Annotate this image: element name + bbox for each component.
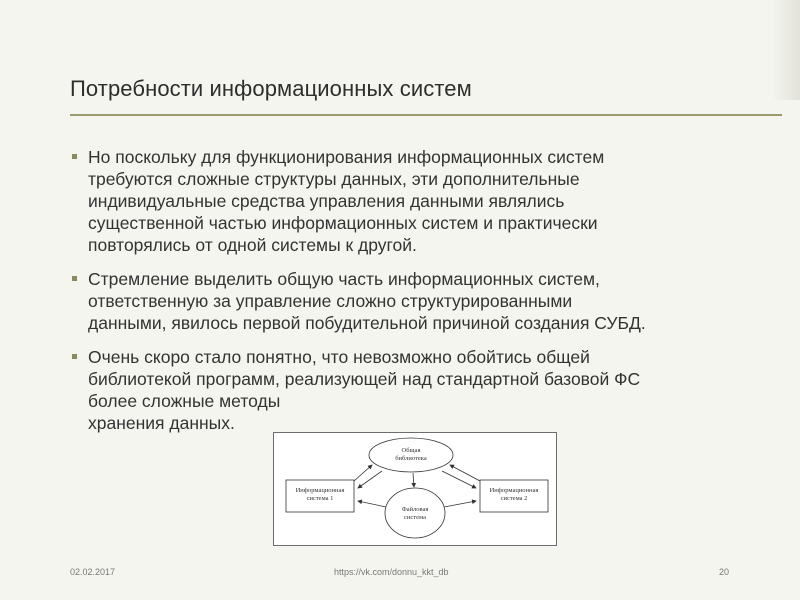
footer-url[interactable]: https://vk.com/donnu_kkt_db	[334, 567, 449, 577]
bullet-line: Стремление выделить общую часть информационных систем,	[88, 269, 600, 289]
bullet-square-icon	[72, 354, 77, 359]
bullet-line: повторялись от одной системы к другой.	[88, 235, 417, 255]
shared-library-label-line1: Общая	[401, 447, 421, 454]
bullet-line: индивидуальные средства управления данными являлись	[88, 191, 565, 211]
bullet-line: хранения данных.	[88, 413, 235, 433]
shared-library-label-line2: библиотека	[395, 455, 427, 462]
arrow-library-to-system1	[358, 471, 382, 488]
file-system-ellipse	[385, 488, 445, 538]
title-divider	[70, 114, 782, 116]
bullet-list	[70, 146, 730, 446]
bullet-line: библиотекой программ, реализующей над стандартной базовой ФС	[88, 369, 641, 389]
diagram-svg	[274, 433, 558, 547]
arrow-fs-to-system2	[444, 501, 476, 507]
arrow-system1-to-library	[354, 465, 372, 481]
arrow-fs-to-system1	[358, 501, 386, 507]
bullet-line: Очень скоро стало понятно, что невозможно обойтись общей	[88, 347, 590, 367]
architecture-diagram	[273, 432, 557, 546]
file-system-label-line1: Файловая	[401, 506, 429, 513]
bullet-item-1	[70, 146, 730, 256]
arrow-library-to-system2	[442, 471, 476, 488]
page-number: 20	[719, 567, 730, 577]
corner-decoration	[772, 0, 800, 100]
bullet-square-icon	[72, 154, 77, 159]
slide-title: Потребности информационных систем	[70, 76, 472, 101]
bullet-line: более сложные методы	[88, 391, 281, 411]
footer-date: 02.02.2017	[70, 567, 116, 577]
file-system-label-line2: система	[404, 514, 426, 521]
info-system-2-label-line1: Информационная	[489, 487, 539, 494]
info-system-2-label-line2: система 2	[500, 495, 528, 502]
bullet-item-3	[70, 346, 730, 434]
bullet-line: существенной частью информационных систем и практически	[88, 213, 598, 233]
arrow-system2-to-library	[450, 465, 480, 481]
bullet-square-icon	[72, 276, 77, 281]
info-system-1-label-line1: Информационная	[295, 487, 345, 494]
info-system-1-label-line2: система 1	[306, 495, 334, 502]
bullet-line: Но поскольку для функционирования информационных систем	[88, 147, 605, 167]
bullet-item-2	[70, 268, 730, 334]
bullet-line: данными, явилось первой побудительной причиной создания СУБД.	[88, 313, 646, 333]
arrow-library-to-fs	[413, 473, 414, 487]
bullet-line: ответственную за управление сложно структурированными	[88, 291, 573, 311]
bullet-line: требуются сложные структуры данных, эти дополнительные	[88, 169, 580, 189]
